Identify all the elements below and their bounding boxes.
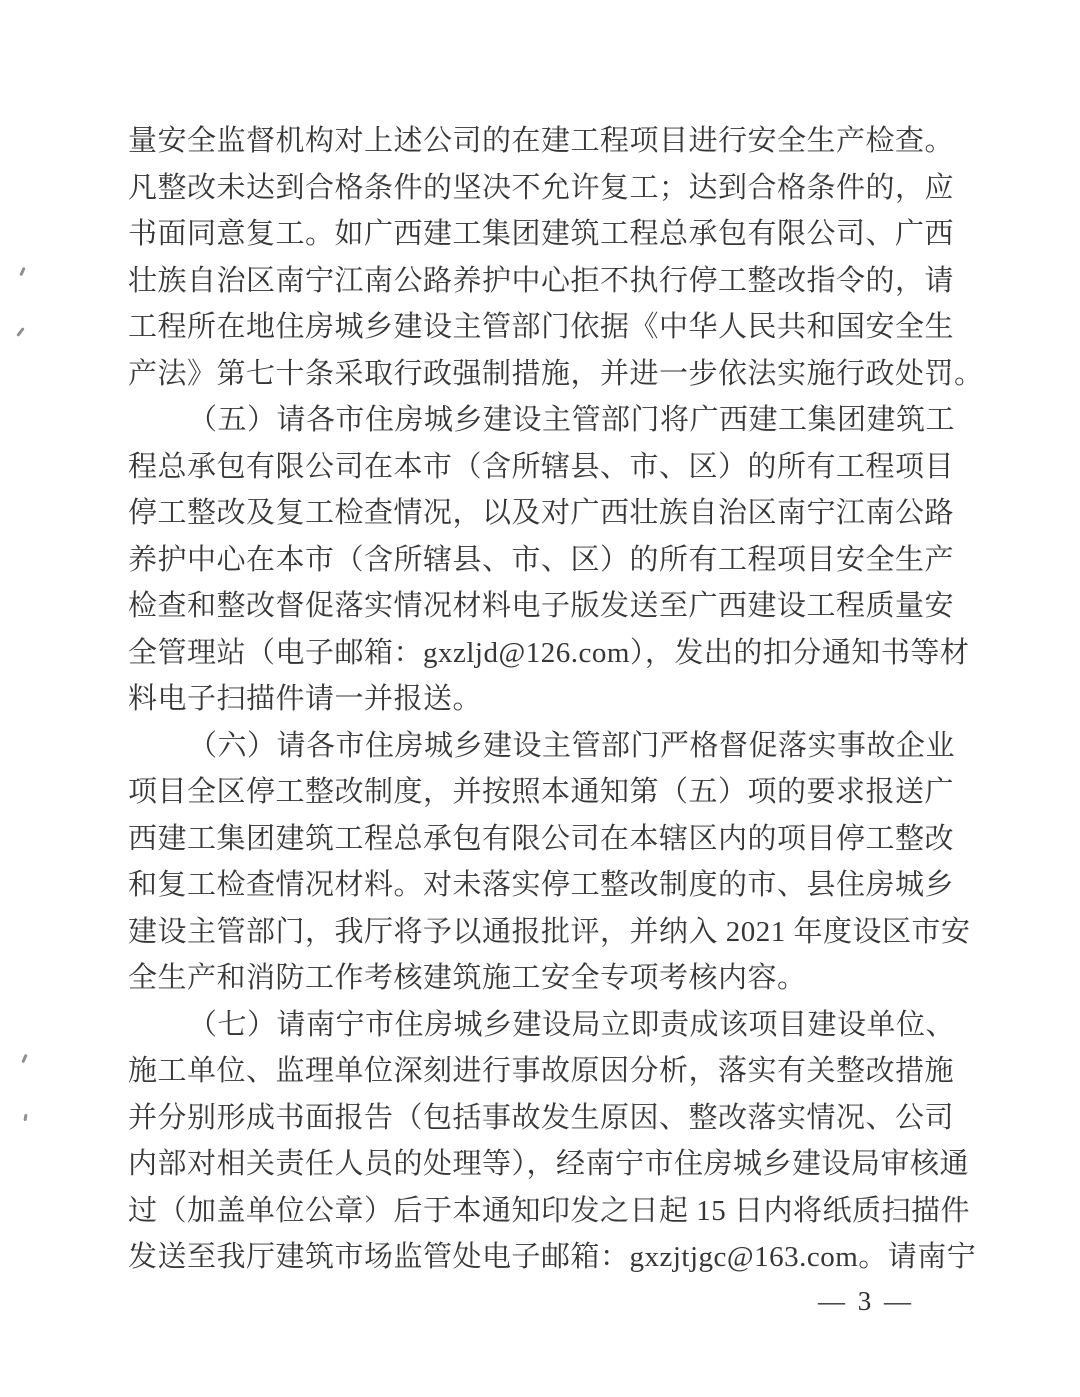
text-line: 程总承包有限公司在本市（含所辖县、市、区）的所有工程项目 [128, 450, 955, 483]
text-line: 养护中心在本市（含所辖县、市、区）的所有工程项目安全生产 [128, 543, 955, 576]
text-line: 书面同意复工。如广西建工集团建筑工程总承包有限公司、广西 [128, 218, 955, 250]
text-line: 过（加盖单位公章）后于本通知印发之日起 15 日内将纸质扫描件 [128, 1194, 971, 1227]
text-line: 工程所在地住房城乡建设主管部门依据《中华人民共和国安全生 [128, 311, 955, 343]
text-line: 施工单位、监理单位深刻进行事故原因分析，落实有关整改措施 [128, 1055, 955, 1087]
text-line: 凡整改未达到合格条件的坚决不允许复工；达到合格条件的，应 [128, 171, 955, 204]
text-line: 量安全监督机构对上述公司的在建工程项目进行安全生产检查。 [128, 125, 955, 157]
scan-speck-mark [19, 267, 25, 276]
text-line: 内部对相关责任人员的处理等），经南宁市住房城乡建设局审核通 [128, 1148, 970, 1180]
text-line: 和复工检查情况材料。对未落实停工整改制度的市、县住房城乡 [128, 869, 955, 901]
para-section-7 [128, 1002, 977, 1281]
text-line: 检查和整改督促落实情况材料电子版发送至广西建设工程质量安 [128, 590, 955, 622]
scan-speck-mark [21, 1054, 27, 1063]
scan-speck-mark [16, 327, 25, 337]
text-line: 并分别形成书面报告（包括事故发生原因、整改落实情况、公司 [128, 1101, 955, 1134]
text-line: 项目全区停工整改制度，并按照本通知第（五）项的要求报送广 [128, 776, 955, 808]
para-section-5 [128, 397, 970, 723]
text-line: （六）请各市住房城乡建设主管部门严格督促落实事故企业 [188, 729, 956, 762]
document-body [128, 118, 984, 1281]
text-line: 全生产和消防工作考核建筑施工安全专项考核内容。 [128, 962, 807, 994]
text-line: 产法》第七十条采取行政强制措施，并进一步依法实施行政处罚。 [128, 357, 984, 390]
page-number: — 3 — [818, 1286, 914, 1316]
text-line: 壮族自治区南宁江南公路养护中心拒不执行停工整改指令的，请 [128, 264, 955, 297]
text-line: 料电子扫描件请一并报送。 [128, 683, 483, 715]
text-line: 全管理站（电子邮箱：gxzljd@126.com），发出的扣分通知书等材 [128, 636, 970, 669]
para-section-6 [128, 723, 971, 1002]
text-line: （七）请南宁市住房城乡建设局立即责成该项目建设单位、 [188, 1008, 956, 1041]
para-section-4-continuation [128, 118, 984, 397]
text-line: 停工整改及复工检查情况，以及对广西壮族自治区南宁江南公路 [128, 497, 955, 529]
text-line: 建设主管部门，我厅将予以通报批评，并纳入 2021 年度设区市安 [128, 915, 971, 948]
scan-speck-mark [23, 1114, 27, 1121]
text-line: 发送至我厅建筑市场监管处电子邮箱：gxzjtjgc@163.com。请南宁 [128, 1241, 977, 1273]
text-line: 西建工集团建筑工程总承包有限公司在本辖区内的项目停工整改 [128, 822, 955, 855]
text-line: （五）请各市住房城乡建设主管部门将广西建工集团建筑工 [188, 404, 956, 436]
